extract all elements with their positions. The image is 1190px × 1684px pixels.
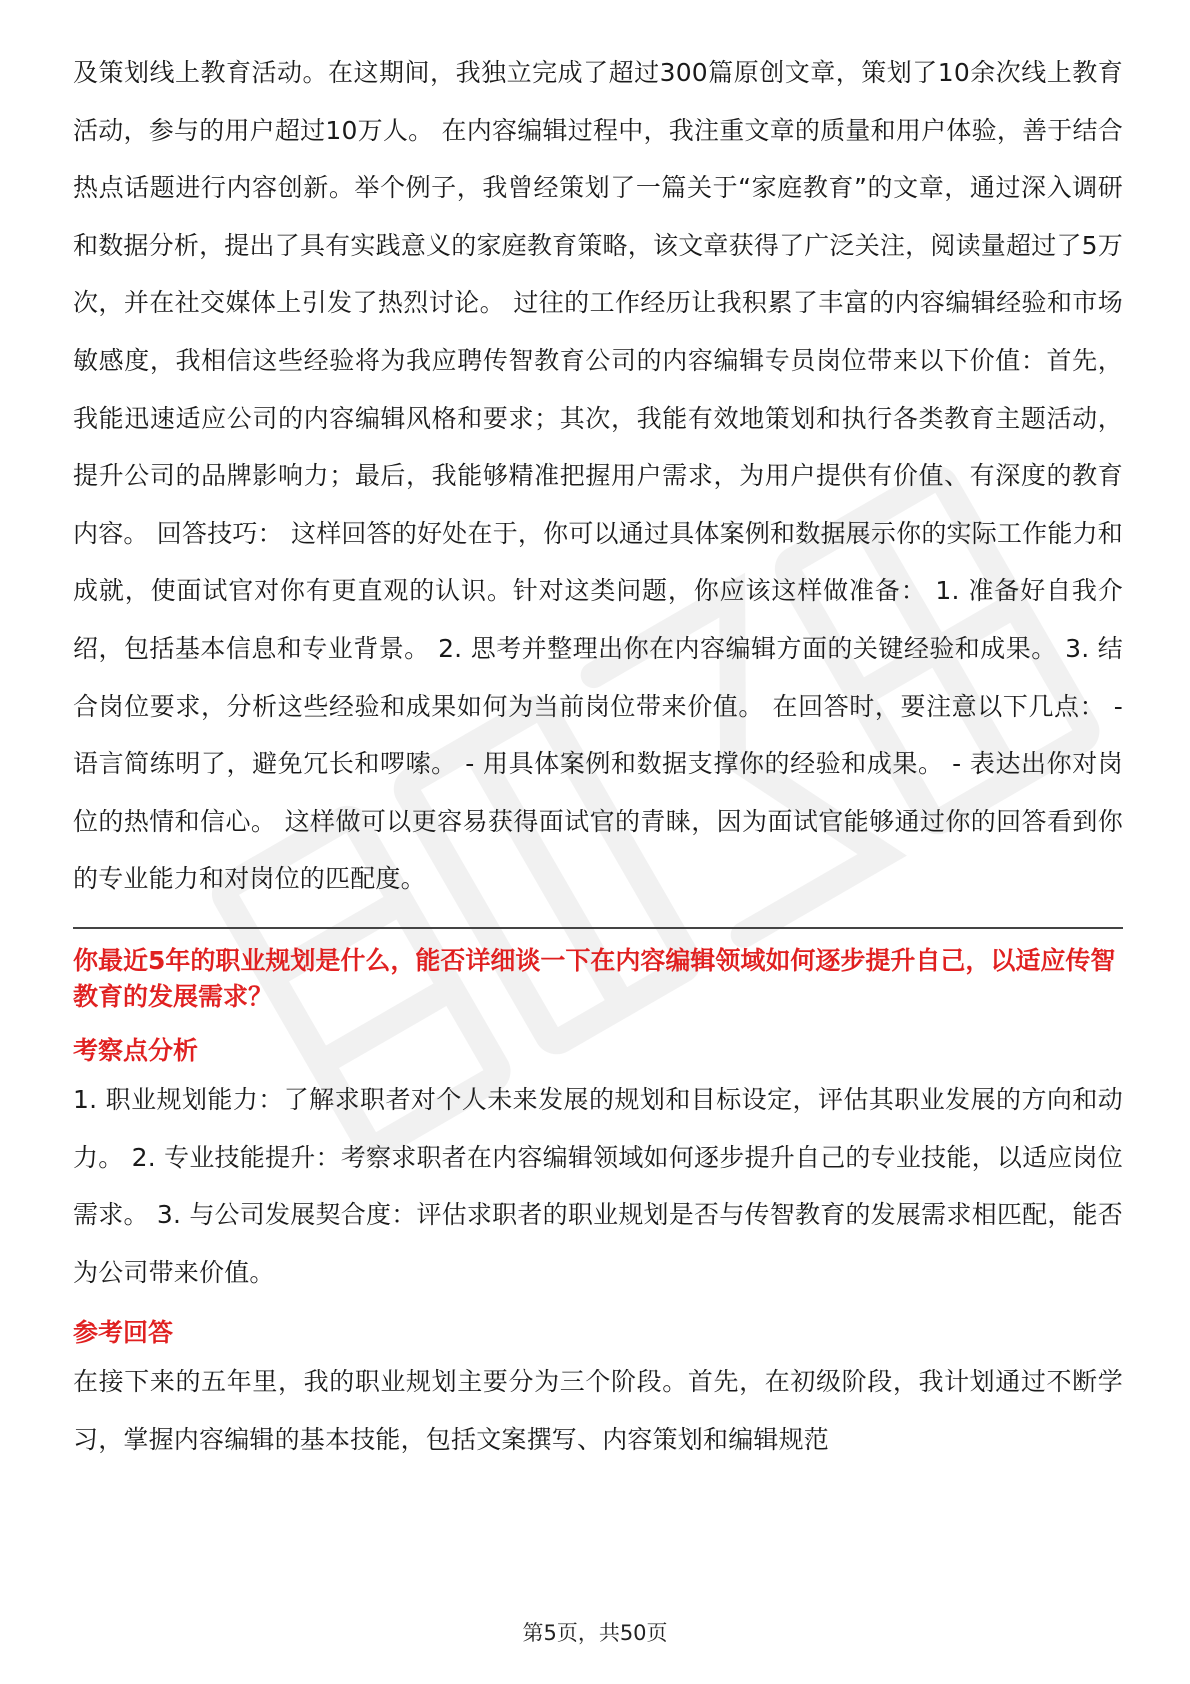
interview-question: 你最近5年的职业规划是什么，能否详细谈一下在内容编辑领域如何逐步提升自己，以适应传智教育的发展需求？ [73,945,1116,1011]
body-paragraph: 及策划线上教育活动。在这期间，我独立完成了超过300篇原创文章，策划了10余次线上教育活动，参与的用户超过10万人。 在内容编辑过程中，我注重文章的质量和用户体验，善于结合热点话题进行内容创新。举个例子，我曾经策划了一篇关于“家庭教育”的文章，通过深入调研和数据分析，提出了具有实践意义的家庭教育策略，该文章获得了广泛关注，阅读量超过了5万次，并在社交媒体上引发了热烈讨论。 过往的工作经历让我积累了丰富的内容编辑经验和市场敏感度，我相信这些经验将为我应聘传智教育公司的内容编辑专员岗位带来以下价值：首先，我能迅速适应公司的内容编辑风格和要求；其次，我能有效地策划和执行各类教育主题活动，提升公司的品牌影响力；最后，我能够精准把握用户需求，为用户提供有价值、有深度的教育内容。 回答技巧： 这样回答的好处在于，你可以通过具体案例和数据展示你的实际工作能力和成就，使面试官对你有更直观的认识。针对这类问题，你应该这样做准备： 1. 准备好自我介绍，包括基本信息和专业背景。 2. 思考并整理出你在内容编辑方面的关键经验和成果。 3. 结合岗位要求，分析这些经验和成果如何为当前岗位带来价值。 在回答时，要注意以下几点： - 语言简练明了，避免冗长和啰嗦。 - 用具体案例和数据支撑你的经验和成果。 - 表达出你对岗位的热情和信心。 这样做可以更容易获得面试官的青睐，因为面试官能够通过你的回答看到你的专业能力和对岗位的匹配度。 [73,58,1123,894]
analysis-heading: 考察点分析 [73,1035,199,1065]
page-number: 第5页，共50页 [522,1621,668,1645]
analysis-paragraph: 1. 职业规划能力：了解求职者对个人未来发展的规划和目标设定，评估其职业发展的方向和动力。 2. 专业技能提升：考察求职者在内容编辑领域如何逐步提升自己的专业技能，以适应岗位需求。 3. 与公司发展契合度：评估求职者的职业规划是否与传智教育的发展需求相匹配，能否为公司带来价值。 [73,1084,1123,1287]
section-divider [73,927,1123,929]
content-area [73,44,1123,1468]
reference-answer-heading: 参考回答 [73,1318,174,1348]
reference-answer-paragraph: 在接下来的五年里，我的职业规划主要分为三个阶段。首先，在初级阶段，我计划通过不断学习，掌握内容编辑的基本技能，包括文案撰写、内容策划和编辑规范 [73,1367,1123,1454]
